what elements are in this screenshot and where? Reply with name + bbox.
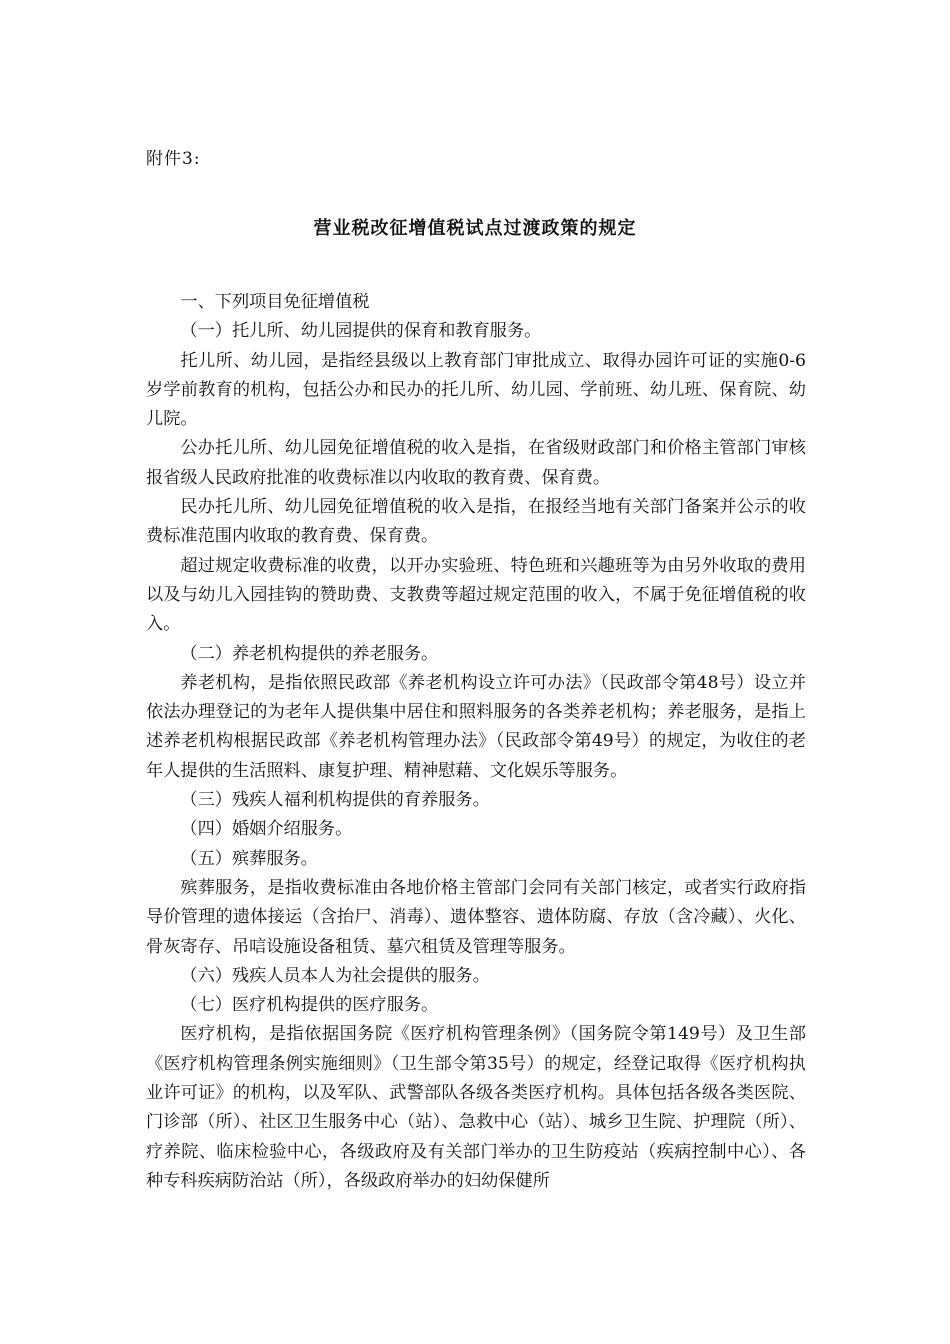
section-heading: 一、下列项目免征增值税	[180, 292, 370, 312]
document-title: 营业税改征增值税试点过渡政策的规定	[313, 218, 637, 239]
body-paragraph: 超过规定收费标准的收费，以开办实验班、特色班和兴趣班等为由另外收取的费用以及与幼儿入园挂钩的赞助费、支教费等超过规定范围的收入，不属于免征增值税的收入。	[146, 555, 806, 635]
body-paragraph: 托儿所、幼儿园，是指经县级以上教育部门审批成立、取得办园许可证的实施0-6岁学前教育的机构，包括公办和民办的托儿所、幼儿园、学前班、幼儿班、保育院、幼儿院。	[146, 350, 806, 430]
document-body	[146, 288, 806, 1196]
item-heading: （一）托儿所、幼儿园提供的保育和教育服务。	[180, 321, 542, 342]
attachment-label: 附件3:	[146, 149, 201, 169]
body-paragraph: 医疗机构，是指依据国务院《医疗机构管理条例》（国务院令第149号）及卫生部《医疗机构管理条例实施细则》（卫生部令第35号）的规定，经登记取得《医疗机构执业许可证》的机构，以及军队、武警部队各级各类医疗机构。具体包括各级各类医院、门诊部（所）、社区卫生服务中心（站）、急救中心（站）、城乡卫生院、护理院（所）、疗养院、临床检验中心，各级政府及有关部门举办的卫生防疫站（疾病控制中心）、各种专科疾病防治站（所），各级政府举办的妇幼保健所	[146, 1024, 806, 1191]
item-heading: （七）医疗机构提供的医疗服务。	[180, 995, 439, 1016]
body-paragraph: 公办托儿所、幼儿园免征增值税的收入是指，在省级财政部门和价格主管部门审核报省级人民政府批准的收费标准以内收取的教育费、保育费。	[146, 438, 806, 488]
item-heading: （四）婚姻介绍服务。	[180, 819, 353, 840]
body-paragraph: 殡葬服务，是指收费标准由各地价格主管部门会同有关部门核定，或者实行政府指导价管理的遗体接运（含抬尸、消毒）、遗体整容、遗体防腐、存放（含冷藏）、火化、骨灰寄存、吊唁设施设备租赁、墓穴租赁及管理等服务。	[146, 877, 806, 957]
item-heading: （二）养老机构提供的养老服务。	[180, 643, 439, 664]
body-paragraph: 民办托儿所、幼儿园免征增值税的收入是指，在报经当地有关部门备案并公示的收费标准范围内收取的教育费、保育费。	[146, 497, 806, 547]
item-heading: （六）残疾人员本人为社会提供的服务。	[180, 965, 490, 986]
body-paragraph: 养老机构，是指依照民政部《养老机构设立许可办法》（民政部令第48号）设立并依法办理登记的为老年人提供集中居住和照料服务的各类养老机构；养老服务，是指上述养老机构根据民政部《养老机构管理办法》（民政部令第49号）的规定，为收住的老年人提供的生活照料、康复护理、精神慰藉、文化娱乐等服务。	[146, 672, 806, 781]
item-heading: （五）殡葬服务。	[180, 848, 318, 869]
item-heading: （三）残疾人福利机构提供的育养服务。	[180, 790, 490, 811]
